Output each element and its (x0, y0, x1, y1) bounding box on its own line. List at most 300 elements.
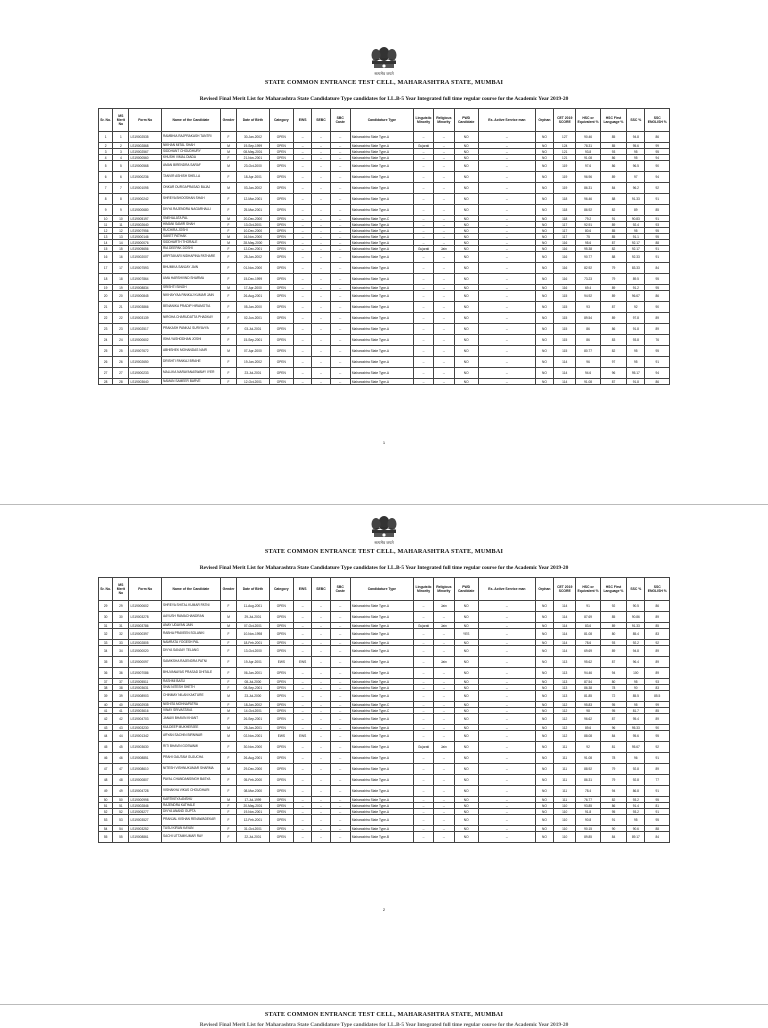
table-cell: -- (312, 764, 330, 775)
table-cell: 115 (554, 335, 576, 346)
table-cell: BENANIKA PRADIP HIRAMOTIA (161, 302, 220, 313)
table-cell: -- (312, 786, 330, 797)
table-cell: 116 (554, 246, 576, 252)
table-cell: Maharashtra State Type-A (350, 302, 413, 313)
table-cell: 86 (645, 601, 670, 612)
table-body (99, 132, 670, 385)
table-cell: -- (294, 368, 312, 379)
table-cell: 10-Dec-2000 (237, 228, 270, 234)
table-cell: -- (434, 183, 454, 194)
table-cell: RITI BHAVIN GOSWAMI (161, 742, 220, 753)
table-cell: 12-Mar-2001 (237, 194, 270, 205)
table-cell: -- (434, 263, 454, 274)
table-cell: 13 (99, 234, 113, 240)
table-cell: LS19003278 (129, 612, 162, 623)
table-cell: 93 (600, 640, 626, 646)
table-cell: -- (312, 826, 330, 832)
table-cell: NO (535, 161, 553, 172)
table-cell: 91 (600, 815, 626, 826)
table-cell: Maharashtra State Type-A (350, 685, 413, 691)
table-cell: BHUMIKA SANJAY JAIN (161, 263, 220, 274)
organisation-name: STATE COMMON ENTRANCE TEST CELL, MAHARASHTRA STATE, MUMBAI (264, 1011, 504, 1018)
table-cell: -- (294, 646, 312, 657)
table-cell: LS19000807 (129, 775, 162, 786)
table-cell: 83.6 (576, 623, 600, 629)
table-cell: 78.31 (576, 143, 600, 149)
table-cell: -- (312, 815, 330, 826)
column-header: Sr. No. (99, 578, 113, 601)
table-cell: -- (413, 714, 433, 725)
table-cell: 05-Feb-2000 (237, 775, 270, 786)
table-cell: 93 (576, 302, 600, 313)
table-cell: 100 (627, 668, 645, 679)
table-cell: OPEN (269, 714, 293, 725)
table-cell: F (220, 252, 236, 263)
table-cell: 92 (576, 742, 600, 753)
table-cell: 72 (600, 691, 626, 702)
table-cell: NO (535, 252, 553, 263)
table-cell: -- (312, 714, 330, 725)
table-cell: 114 (554, 640, 576, 646)
table-cell: -- (434, 194, 454, 205)
table-cell: Gujarati (413, 246, 433, 252)
table-cell: 91 (600, 216, 626, 222)
emblem-motto: सत्यमेव जयते (374, 540, 394, 545)
column-header: Category (269, 109, 293, 132)
table-cell: 28 (99, 379, 113, 385)
table-cell: -- (434, 155, 454, 161)
table-cell: 117 (554, 234, 576, 240)
table-cell: -- (478, 657, 535, 668)
table-cell: -- (413, 346, 433, 357)
table-cell: F (220, 679, 236, 685)
table-cell: -- (478, 368, 535, 379)
table-cell: NO (454, 252, 478, 263)
table-cell: NO (454, 194, 478, 205)
table-cell: 53 (113, 815, 129, 826)
table-cell: 110 (554, 803, 576, 809)
table-cell: 92.8 (627, 764, 645, 775)
table-cell: -- (434, 274, 454, 285)
table-cell: F (220, 291, 236, 302)
table-cell: NO (454, 623, 478, 629)
table-cell: RIA DEEPAK DOSHI (161, 246, 220, 252)
table-cell: ONKAR DURGAPRASAD BAJAJ (161, 183, 220, 194)
table-cell: -- (330, 742, 350, 753)
table-cell: LS19000233 (129, 368, 162, 379)
table-cell: 112 (554, 702, 576, 708)
table-cell: -- (434, 252, 454, 263)
table-cell: 53 (99, 815, 113, 826)
column-header: CET 2019 SCORE (554, 578, 576, 601)
table-cell: ARYAN SACHIN BIRNWAR (161, 731, 220, 742)
table-cell: LS19008834 (129, 285, 162, 291)
table-cell: -- (434, 668, 454, 679)
table-cell: 81 (600, 742, 626, 753)
table-cell: 93.2 (627, 797, 645, 803)
table-cell: -- (413, 691, 433, 702)
table-cell: -- (312, 629, 330, 640)
table-cell: 91 (645, 194, 670, 205)
table-cell: -- (478, 832, 535, 843)
table-cell: Maharashtra State Type-A (350, 240, 413, 246)
table-cell: -- (312, 775, 330, 786)
table-cell: 19-Nov-2001 (237, 809, 270, 815)
table-cell: 15-Dec-1999 (237, 274, 270, 285)
table-cell: OPEN (269, 132, 293, 143)
table-cell: 23-Oct-2000 (237, 161, 270, 172)
table-cell: 11-Aug-2001 (237, 601, 270, 612)
table-cell: 17 (113, 263, 129, 274)
column-header: Religious Minority (434, 578, 454, 601)
table-cell: 90 (645, 161, 670, 172)
table-cell: 29 (113, 601, 129, 612)
table-cell: -- (330, 357, 350, 368)
table-cell: F (220, 302, 236, 313)
table-row (99, 302, 670, 313)
table-cell: NO (535, 691, 553, 702)
table-cell: 86 (576, 335, 600, 346)
table-cell: -- (312, 274, 330, 285)
table-cell: Maharashtra State Type-A (350, 161, 413, 172)
table-cell: 75 (576, 234, 600, 240)
table-cell: 91.1 (627, 234, 645, 240)
table-cell: 95 (645, 346, 670, 357)
table-cell: -- (434, 240, 454, 246)
table-cell: -- (294, 809, 312, 815)
table-cell: 14 (99, 240, 113, 246)
table-cell: NO (535, 155, 553, 161)
table-cell: -- (413, 657, 433, 668)
table-cell: F (220, 786, 236, 797)
table-cell: 98 (576, 708, 600, 714)
table-cell: LS19008903 (129, 691, 162, 702)
table-cell: 15 (99, 246, 113, 252)
table-cell: 3 (113, 149, 129, 155)
table-cell: -- (312, 335, 330, 346)
table-cell: JANAVI BHAVIN KHANT (161, 714, 220, 725)
table-cell: NO (535, 240, 553, 246)
table-cell: DRISHTI PANKAJ BRAHE (161, 357, 220, 368)
table-cell: 96.46 (576, 194, 600, 205)
table-cell: LS19007956 (129, 228, 162, 234)
table-cell: 94 (600, 786, 626, 797)
table-row (99, 764, 670, 775)
table-cell: 51 (99, 803, 113, 809)
table-cell: LS19000602 (129, 601, 162, 612)
table-cell: -- (413, 702, 433, 708)
table-cell: LS19007593 (129, 263, 162, 274)
table-cell: 86.31 (576, 183, 600, 194)
table-cell: Maharashtra State Type-A (350, 313, 413, 324)
table-cell: NO (535, 228, 553, 234)
table-cell: -- (312, 205, 330, 216)
table-cell: 20-Dec-2000 (237, 216, 270, 222)
table-cell: F (220, 668, 236, 679)
column-header: Name of the Candidate (161, 578, 220, 601)
table-cell: -- (413, 809, 433, 815)
table-cell: 95 (600, 809, 626, 815)
table-cell: 79 (600, 274, 626, 285)
table-cell: F (220, 194, 236, 205)
column-header: HSC or Equivalent % (576, 109, 600, 132)
table-cell: NO (535, 764, 553, 775)
table-cell: -- (478, 764, 535, 775)
table-cell: 47 (113, 764, 129, 775)
table-cell: -- (478, 234, 535, 240)
table-cell: 85.5 (627, 691, 645, 702)
table-cell: 95.6 (627, 731, 645, 742)
table-cell: 96.5 (627, 161, 645, 172)
table-row (99, 657, 670, 668)
table-cell: NO (454, 216, 478, 222)
table-cell: LS19005656 (129, 246, 162, 252)
table-cell: -- (434, 302, 454, 313)
table-cell: -- (294, 132, 312, 143)
table-cell: NO (535, 222, 553, 228)
table-cell: -- (434, 612, 454, 623)
table-cell: -- (312, 685, 330, 691)
table-cell: 90.15 (576, 826, 600, 832)
table-cell: Maharashtra State Type-A (350, 803, 413, 809)
table-cell: LS19002650 (129, 357, 162, 368)
table-cell: OPEN (269, 753, 293, 764)
table-cell: 91 (645, 357, 670, 368)
column-header: HSC or Equivalent % (576, 578, 600, 601)
table-cell: -- (330, 346, 350, 357)
table-cell: -- (413, 228, 433, 234)
table-cell: NO (454, 324, 478, 335)
table-cell: -- (478, 725, 535, 731)
table-cell: NO (535, 149, 553, 155)
table-cell: Maharashtra State Type-A (350, 132, 413, 143)
table-cell: 112 (554, 714, 576, 725)
table-cell: -- (434, 764, 454, 775)
table-cell: -- (294, 252, 312, 263)
table-cell: -- (413, 183, 433, 194)
table-cell: -- (434, 143, 454, 149)
table-cell: NO (454, 143, 478, 149)
table-cell: PRAHI GAUTAM GUJUCHA (161, 753, 220, 764)
table-cell: NO (535, 285, 553, 291)
table-cell: 97.8 (627, 313, 645, 324)
table-cell: 90 (645, 725, 670, 731)
table-cell: 124 (554, 143, 576, 149)
table-cell: 85 (645, 708, 670, 714)
table-cell: -- (312, 708, 330, 714)
table-cell: -- (478, 753, 535, 764)
table-cell: LS19002567 (129, 149, 162, 155)
table-cell: 89 (600, 646, 626, 657)
table-cell: 93 (645, 222, 670, 228)
table-cell: -- (434, 725, 454, 731)
table-cell: 84 (600, 183, 626, 194)
table-cell: -- (434, 685, 454, 691)
table-cell: -- (434, 629, 454, 640)
table-cell: -- (294, 379, 312, 385)
table-cell: -- (330, 731, 350, 742)
table-cell: -- (312, 731, 330, 742)
table-cell: 52 (113, 809, 129, 815)
table-cell: 95 (645, 797, 670, 803)
table-cell: 116 (554, 263, 576, 274)
table-cell: RAMBHIA RAJPRAKASH TANTRI (161, 132, 220, 143)
table-cell: -- (478, 132, 535, 143)
table-cell: 92.2 (627, 640, 645, 646)
table-cell: NO (535, 629, 553, 640)
table-cell: EWS (294, 657, 312, 668)
table-cell: 111 (554, 742, 576, 753)
table-cell: M (220, 285, 236, 291)
merit-table-page-2 (98, 577, 670, 843)
table-cell: NO (454, 731, 478, 742)
table-cell: 93 (645, 679, 670, 685)
table-cell: F (220, 826, 236, 832)
table-cell: NO (535, 194, 553, 205)
table-cell: RABHA PRAVEEN SOLANKI (161, 629, 220, 640)
table-cell: 115 (554, 313, 576, 324)
table-cell: -- (312, 161, 330, 172)
table-cell: LS19000680 (129, 205, 162, 216)
table-cell: -- (478, 601, 535, 612)
table-cell: -- (330, 155, 350, 161)
table-cell: ISHA YASHODHAN JOSHI (161, 335, 220, 346)
table-cell: 111 (554, 775, 576, 786)
table-cell: NO (535, 234, 553, 240)
table-cell: -- (330, 379, 350, 385)
table-cell: 86 (600, 161, 626, 172)
table-cell: NO (454, 708, 478, 714)
table-cell: Maharashtra State Type-A (350, 640, 413, 646)
table-cell: -- (478, 679, 535, 685)
table-cell: Maharashtra State Type-A (350, 725, 413, 731)
table-cell: 05-Jan-2000 (237, 302, 270, 313)
table-cell: -- (330, 815, 350, 826)
table-cell: -- (478, 379, 535, 385)
table-cell: -- (434, 640, 454, 646)
table-cell: -- (294, 205, 312, 216)
table-cell: 14 (113, 240, 129, 246)
table-cell: -- (413, 612, 433, 623)
table-cell: Maharashtra State Type-A (350, 691, 413, 702)
table-cell: NO (535, 246, 553, 252)
table-cell: 23 (99, 324, 113, 335)
table-cell: 118 (554, 205, 576, 216)
table-cell: -- (413, 629, 433, 640)
table-row (99, 786, 670, 797)
table-cell: LS19000998 (129, 797, 162, 803)
table-cell: OPEN (269, 263, 293, 274)
table-cell: 92 (627, 302, 645, 313)
table-cell: 90.46 (576, 132, 600, 143)
table-cell: NO (454, 274, 478, 285)
table-cell: 96.4 (627, 657, 645, 668)
table-cell: -- (294, 346, 312, 357)
table-cell: Maharashtra State Type-A (350, 629, 413, 640)
table-cell: 08-Mar-2000 (237, 786, 270, 797)
document-page-3 (0, 1005, 768, 1028)
table-cell: -- (294, 668, 312, 679)
table-row (99, 612, 670, 623)
table-row (99, 324, 670, 335)
table-cell: Maharashtra State Type-A (350, 252, 413, 263)
column-header: Linguistic Minority (413, 578, 433, 601)
table-cell: 91.08 (576, 379, 600, 385)
table-cell: NO (454, 228, 478, 234)
table-cell: 11 (99, 222, 113, 228)
table-cell: 111 (554, 797, 576, 803)
table-cell: 17 (99, 263, 113, 274)
table-cell: 78.6 (576, 640, 600, 646)
table-cell: 25-Jan-2001 (237, 725, 270, 731)
table-cell: 110 (554, 832, 576, 843)
table-cell: NO (454, 764, 478, 775)
table-cell: -- (478, 612, 535, 623)
table-cell: 89.5 (627, 274, 645, 285)
table-cell: -- (294, 826, 312, 832)
table-cell: -- (294, 612, 312, 623)
table-cell: 82 (600, 346, 626, 357)
table-cell: -- (312, 143, 330, 149)
table-cell: NO (535, 815, 553, 826)
column-header: Candidature Type (350, 109, 413, 132)
table-cell: 37 (99, 679, 113, 685)
table-cell: 114 (554, 629, 576, 640)
table-cell: 88 (600, 252, 626, 263)
table-cell: -- (434, 234, 454, 240)
table-cell: 95 (627, 228, 645, 234)
table-cell: Maharashtra State Type-A (350, 815, 413, 826)
table-cell: LS19002868 (129, 143, 162, 149)
table-cell: -- (434, 228, 454, 234)
table-cell: 99 (645, 702, 670, 708)
table-cell: -- (312, 742, 330, 753)
table-cell: 90.5 (627, 601, 645, 612)
table-cell: 28-May-2000 (237, 240, 270, 246)
table-cell: NO (454, 246, 478, 252)
table-cell: 92.33 (627, 252, 645, 263)
table-cell: F (220, 775, 236, 786)
table-cell: 26-Aug-2001 (237, 753, 270, 764)
table-cell: 33 (113, 640, 129, 646)
table-cell: TUSU KIRAN KAYAN (161, 826, 220, 832)
table-cell: DIVYA RAJENDRA NAGARHALLI (161, 205, 220, 216)
table-cell: -- (413, 708, 433, 714)
table-cell: 94.6 (576, 368, 600, 379)
table-cell: 15-Sep-2001 (237, 335, 270, 346)
table-cell: Jain (434, 601, 454, 612)
table-cell: 18 (113, 274, 129, 285)
table-cell: -- (330, 274, 350, 285)
table-cell: 40 (113, 702, 129, 708)
table-cell: OPEN (269, 205, 293, 216)
table-cell: 83 (600, 335, 626, 346)
table-cell: -- (294, 274, 312, 285)
table-cell: F (220, 222, 236, 228)
table-cell: 87.54 (576, 679, 600, 685)
table-cell: Maharashtra State Type-A (350, 205, 413, 216)
table-header-row (99, 578, 670, 601)
table-cell: 91.08 (576, 155, 600, 161)
table-cell: 18-Feb-2001 (237, 640, 270, 646)
table-cell: -- (478, 194, 535, 205)
table-cell: F (220, 742, 236, 753)
table-cell: SNEHALATA PAL (161, 216, 220, 222)
table-cell: 16-Nov-2000 (237, 234, 270, 240)
table-cell: OPEN (269, 313, 293, 324)
table-cell: SIDDHARTH THORALE (161, 240, 220, 246)
table-cell: NO (454, 742, 478, 753)
